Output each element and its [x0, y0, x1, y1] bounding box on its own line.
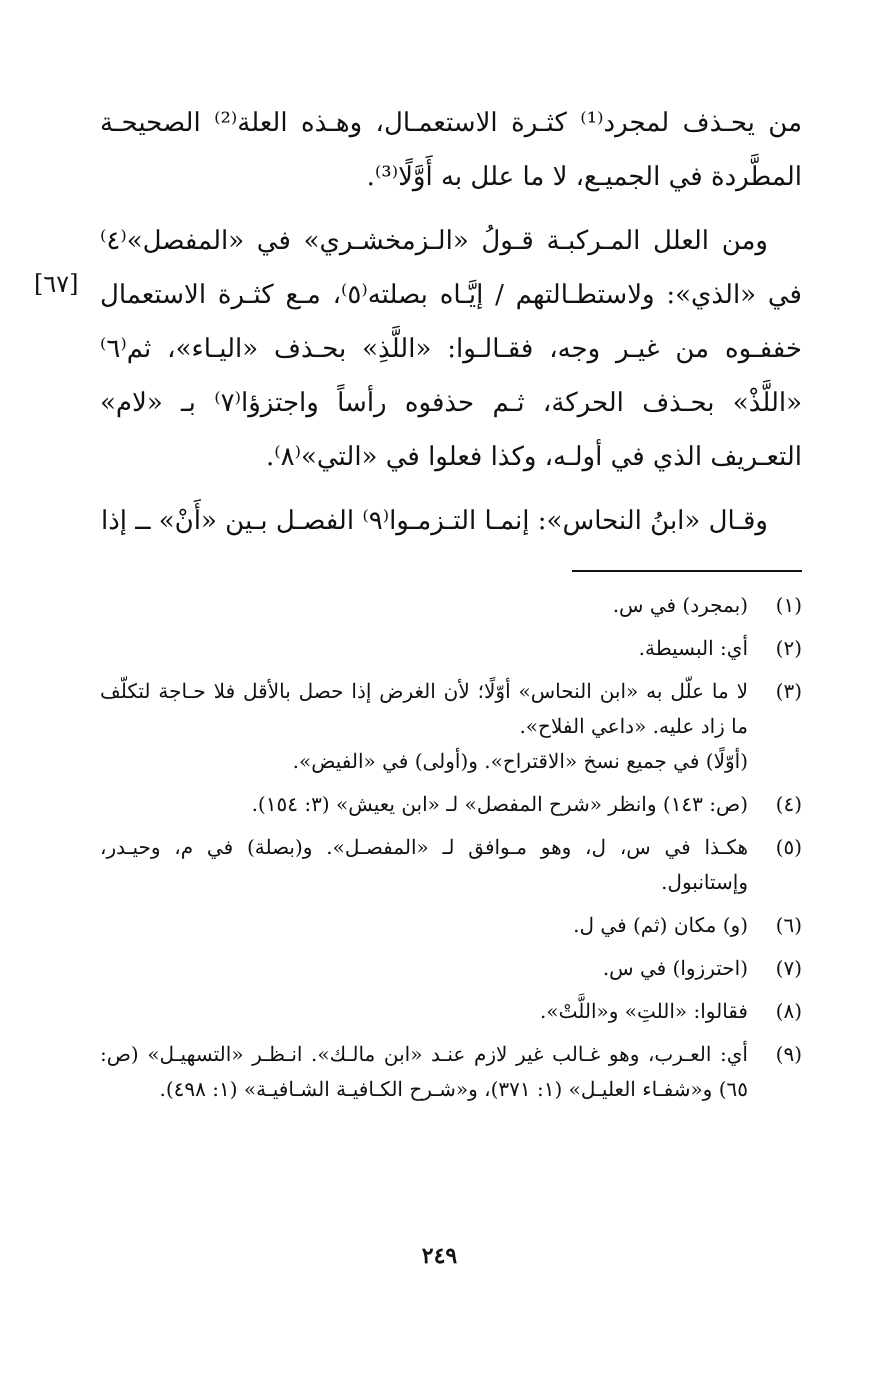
footnote-line: (ص: ١٤٣) وانظر «شرح المفصل» لـ «ابن يعيش» (٣: ١٥٤).	[251, 792, 748, 816]
footnote-text	[100, 787, 748, 822]
footnotes	[100, 588, 802, 1115]
manuscript-folio-marker: [٦٧]	[34, 270, 79, 298]
main-text	[100, 96, 802, 558]
footnote-text	[100, 588, 748, 623]
footnote-number: (٢)	[775, 636, 802, 660]
footnote-line: فقالوا: «اللتِ» و«اللَّتْ».	[540, 999, 748, 1023]
footnote-line: أي: العـرب، وهو غـالب غير لازم عنـد «ابن مالـك». انـظـر «التسهيـل» (ص: ٦٥) و«شفـاء العليـل» (١: ٣٧١)، و«شـرح الكـافيـة الشـافيـة» (١: ٤٩٨).	[100, 1042, 748, 1101]
footnote-line: (أوّلًا) في جميع نسخ «الاقتراح». و(أولى) في «الفيض».	[292, 749, 748, 773]
footnote-9	[100, 1037, 802, 1107]
paragraph-1-text: من يحـذف لمجرد⁽¹⁾ كثـرة الاستعمـال، وهـذه العلة⁽²⁾ الصحيحـة المطَّردة في الجميـع، لا ما علل به أَوَّلًا⁽³⁾.	[100, 108, 803, 192]
footnote-text	[100, 908, 748, 943]
footnote-text	[100, 631, 748, 666]
footnote-separator	[572, 570, 802, 572]
footnote-number: (٤)	[775, 792, 802, 816]
footnote-number: (٦)	[775, 913, 802, 937]
footnote-number: (١)	[775, 593, 802, 617]
footnote-4	[100, 787, 802, 822]
footnote-3	[100, 674, 802, 779]
footnote-line: (بمجرد) في س.	[612, 593, 748, 617]
footnote-8	[100, 994, 802, 1029]
footnote-line: لا ما علّل به «ابن النحاس» أوّلًا؛ لأن الغرض إذا حصل بالأقل فلا حـاجة لتكلّف ما زاد عليه. «داعي الفلاح».	[100, 679, 748, 738]
footnote-number: (٨)	[775, 999, 802, 1023]
paragraph-3	[100, 494, 802, 548]
footnote-number: (٥)	[775, 835, 802, 859]
footnote-line: (و) مكان (ثم) في ل.	[573, 913, 748, 937]
paragraph-3-text: وقـال «ابنُ النحاس»: إنمـا التـزمـوا⁽٩⁾ الفصـل بـين «أَنْ» ــ إذا	[100, 506, 768, 536]
footnote-number: (٧)	[775, 956, 802, 980]
footnote-text	[100, 951, 748, 986]
footnote-1	[100, 588, 802, 623]
footnote-text	[100, 830, 748, 900]
page-number: ٢٤٩	[421, 1243, 458, 1269]
paragraph-2	[100, 214, 802, 484]
footnote-number: (٣)	[775, 679, 802, 703]
footnote-line: (احترزوا) في س.	[602, 956, 748, 980]
footnote-line: أي: البسيطة.	[638, 636, 748, 660]
footnote-5	[100, 830, 802, 900]
footnote-line: هكـذا في س، ل، وهو مـوافق لـ «المفصـل». و(بصلة) في م، وحيـدر، وإستانبول.	[100, 835, 748, 894]
footnote-2	[100, 631, 802, 666]
footnote-text	[100, 674, 748, 779]
footnote-text	[100, 1037, 748, 1107]
footnote-number: (٩)	[775, 1042, 802, 1066]
paragraph-2-text: ومن العلل المـركبـة قـولُ «الـزمخشـري» في «المفصل»⁽٤⁾ في «الذي»: ولاستطـالتهم / إيَّـاه بصلته⁽٥⁾، مـع كثـرة الاستعمال خففـوه من غيـر وجه، فقـالـوا: «اللَّذِ» بحـذف «اليـاء»، ثم⁽٦⁾ «اللَّذْ» بحـذف الحركة، ثـم حذفوه رأساً واجتزؤا⁽٧⁾ بـ «لام» التعـريف الذي في أولـه، وكذا فعلوا في «التي»⁽٨⁾.	[100, 226, 802, 472]
paragraph-1	[100, 96, 802, 204]
footnote-6	[100, 908, 802, 943]
footnote-text	[100, 994, 748, 1029]
footnote-7	[100, 951, 802, 986]
